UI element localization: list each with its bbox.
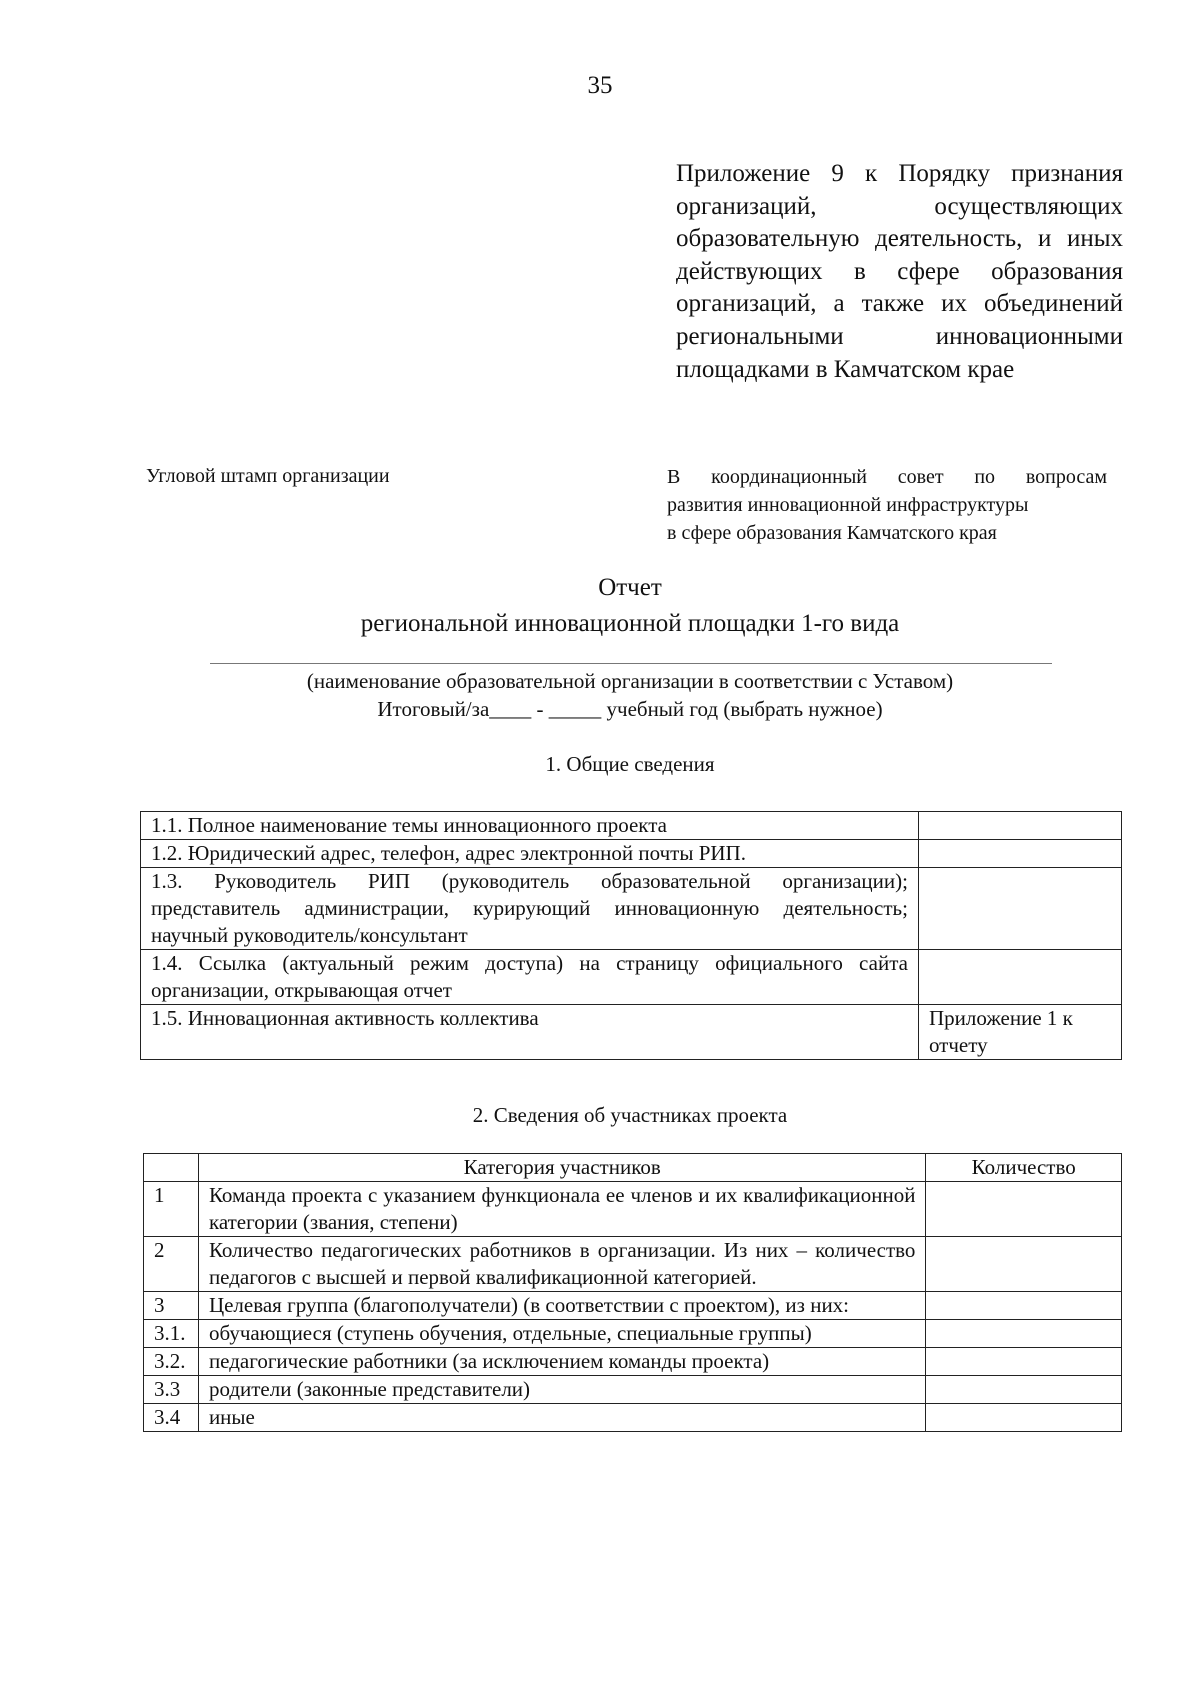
table-row [144, 1292, 1122, 1320]
table-row [141, 840, 1122, 868]
table-row [144, 1348, 1122, 1376]
table-row [144, 1237, 1122, 1292]
report-subtitle: региональной инновационной площадки 1-го вида [360, 610, 900, 637]
addressee-line-2: развития инновационной инфраструктуры [667, 494, 1029, 516]
row-category: иные [198, 1404, 926, 1432]
row-label: 1.4. Ссылка (актуальный режим доступа) на страницу официального сайта организации, открывающая отчет [141, 950, 919, 1005]
row-category: родители (законные представители) [198, 1376, 926, 1404]
row-count [926, 1320, 1122, 1348]
row-count [926, 1182, 1122, 1237]
table-row [141, 950, 1122, 1005]
participants-table [143, 1153, 1122, 1432]
row-number: 3.2. [144, 1348, 199, 1376]
row-count [926, 1376, 1122, 1404]
row-number: 3.3 [144, 1376, 199, 1404]
table-row [144, 1182, 1122, 1237]
section-2-heading: 2. Сведения об участниках проекта [472, 1103, 788, 1127]
row-count [926, 1348, 1122, 1376]
row-value [918, 840, 1121, 868]
addressee-line-1: В координационный совет по вопросам [667, 466, 1107, 488]
academic-year-line: Итоговый/за____ - _____ учебный год (выбрать нужное) [377, 697, 883, 721]
column-header-num [144, 1154, 199, 1182]
row-number: 3 [144, 1292, 199, 1320]
table-row [144, 1376, 1122, 1404]
table-row [141, 812, 1122, 840]
row-number: 2 [144, 1237, 199, 1292]
row-count [926, 1404, 1122, 1432]
general-info-table [140, 811, 1122, 1060]
row-category: обучающиеся (ступень обучения, отдельные, специальные группы) [198, 1320, 926, 1348]
row-number: 3.1. [144, 1320, 199, 1348]
corner-stamp-label: Угловой штамп организации [146, 465, 390, 487]
row-number: 3.4 [144, 1404, 199, 1432]
row-category: Целевая группа (благополучатели) (в соответствии с проектом), из них: [198, 1292, 926, 1320]
table-row [144, 1404, 1122, 1432]
row-category: Количество педагогических работников в организации. Из них – количество педагогов с высшей и первой квалификационной категорией. [198, 1237, 926, 1292]
row-number: 1 [144, 1182, 199, 1237]
section-1-heading: 1. Общие сведения [545, 752, 715, 776]
row-value [918, 812, 1121, 840]
table-row [144, 1320, 1122, 1348]
row-value [918, 950, 1121, 1005]
row-label: 1.2. Юридический адрес, телефон, адрес электронной почты РИП. [141, 840, 919, 868]
row-count [926, 1237, 1122, 1292]
row-label: 1.1. Полное наименование темы инновационного проекта [141, 812, 919, 840]
row-category: педагогические работники (за исключением команды проекта) [198, 1348, 926, 1376]
row-label: 1.3. Руководитель РИП (руководитель образовательной организации); представитель администрации, курирующий инновационную деятельность; научный руководитель/консультант [141, 868, 919, 950]
column-header-category: Категория участников [198, 1154, 926, 1182]
page-number: 35 [587, 72, 613, 99]
addressee-line-3: в сфере образования Камчатского края [667, 522, 997, 544]
row-value: Приложение 1 к отчету [918, 1005, 1121, 1060]
column-header-count: Количество [926, 1154, 1122, 1182]
addressee-block [667, 463, 1107, 547]
org-name-underline [210, 663, 1052, 664]
table-header-row [144, 1154, 1122, 1182]
appendix-note: Приложение 9 к Порядку признания организаций, осуществляющих образовательную деятельность, и иных действующих в сфере образования организаций, а также их объединений региональными инновационными площадками в Камчатском крае [676, 160, 1123, 383]
report-title: Отчет [598, 574, 662, 601]
table-row [141, 868, 1122, 950]
row-value [918, 868, 1121, 950]
org-name-caption: (наименование образовательной организации в соответствии с Уставом) [306, 669, 954, 693]
table-row [141, 1005, 1122, 1060]
row-category: Команда проекта с указанием функционала ее членов и их квалификационной категории (звания, степени) [198, 1182, 926, 1237]
row-count [926, 1292, 1122, 1320]
row-label: 1.5. Инновационная активность коллектива [141, 1005, 919, 1060]
